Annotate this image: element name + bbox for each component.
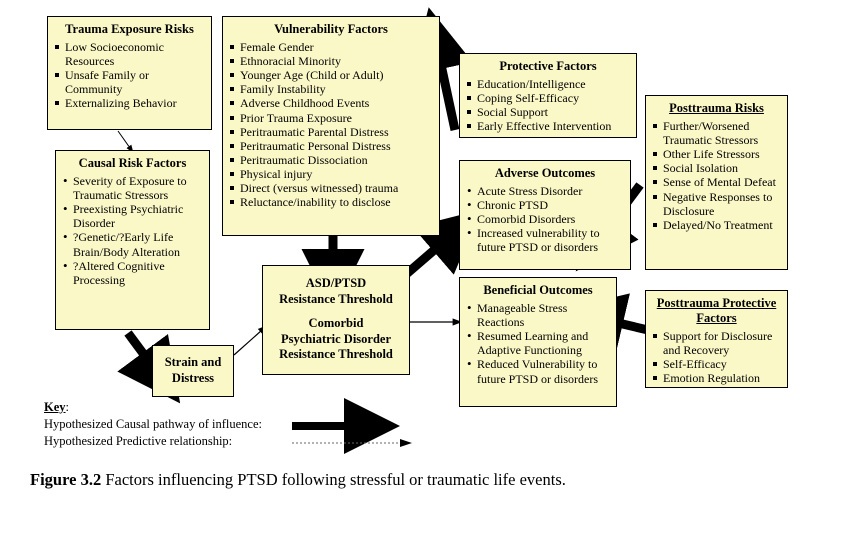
box-title: Posttrauma Risks <box>669 101 764 115</box>
list-item: Support for Disclosure and Recovery <box>652 329 781 357</box>
comorbid-line2: Psychiatric Disorder <box>280 331 392 346</box>
list-item: • Manageable Stress Reactions <box>466 301 610 329</box>
item-list <box>62 174 203 287</box>
legend-causal-row <box>44 417 444 434</box>
list-item: • ?Altered Cognitive Processing <box>62 259 203 287</box>
list-item: Family Instability <box>229 82 433 96</box>
box-causal-risk-factors[interactable] <box>55 150 210 330</box>
legend-predictive-arrow-icon <box>292 436 412 450</box>
list-item: Peritraumatic Parental Distress <box>229 125 433 139</box>
item-list <box>54 40 205 111</box>
spacer <box>279 307 393 316</box>
box-title: Protective Factors <box>499 59 597 73</box>
list-item: Ethnoracial Minority <box>229 54 433 68</box>
box-posttrauma-protective-factors[interactable] <box>645 290 788 388</box>
box-adverse-outcomes[interactable] <box>459 160 631 270</box>
strain-text-group <box>165 355 222 386</box>
list-item: Direct (versus witnessed) trauma <box>229 181 433 195</box>
item-list <box>652 119 781 232</box>
list-item: • Chronic PTSD <box>466 198 624 212</box>
box-resistance-thresholds[interactable] <box>262 265 410 375</box>
figure-caption-text: Factors influencing PTSD following stressful or traumatic life events. <box>105 470 566 489</box>
list-item: Emotion Regulation <box>652 371 781 385</box>
list-item: • Acute Stress Disorder <box>466 184 624 198</box>
figure-caption <box>30 470 830 490</box>
list-item: • Increased vulnerability to future PTSD or disorders <box>466 226 624 254</box>
legend-predictive-label: Hypothesized Predictive relationship: <box>44 434 233 448</box>
list-item: Delayed/No Treatment <box>652 218 781 232</box>
strain-line1: Strain and <box>164 354 222 369</box>
item-list <box>466 77 630 134</box>
box-title: Trauma Exposure Risks <box>65 22 194 36</box>
box-title-line1: Posttrauma Protective <box>656 296 777 310</box>
box-title-line2: Factors <box>696 310 737 325</box>
list-item: Early Effective Intervention <box>466 119 630 133</box>
list-item: Further/Worsened Traumatic Stressors <box>652 119 781 147</box>
list-item: Younger Age (Child or Adult) <box>229 68 433 82</box>
box-beneficial-outcomes[interactable] <box>459 277 617 407</box>
box-title: Adverse Outcomes <box>494 166 596 180</box>
list-item: • ?Genetic/?Early Life Brain/Body Alteration <box>62 230 203 258</box>
asd-ptsd-line2: Resistance Threshold <box>279 291 393 306</box>
legend <box>44 400 444 451</box>
item-list <box>466 301 610 386</box>
item-list <box>466 184 624 255</box>
item-list <box>652 329 781 386</box>
list-item: • Reduced Vulnerability to future PTSD or disorders <box>466 357 610 385</box>
legend-title-suffix: : <box>65 400 70 414</box>
list-item: Unsafe Family or Community <box>54 68 205 96</box>
list-item: Prior Trauma Exposure <box>229 111 433 125</box>
legend-causal-arrow-icon <box>292 418 372 434</box>
list-item: Low Socioeconomic Resources <box>54 40 205 68</box>
list-item: Physical injury <box>229 167 433 181</box>
box-trauma-exposure-risks[interactable] <box>47 16 212 130</box>
legend-causal-label: Hypothesized Causal pathway of influence: <box>44 417 262 431</box>
strain-line2: Distress <box>171 370 215 385</box>
comorbid-line3: Resistance Threshold <box>279 347 393 362</box>
list-item: Female Gender <box>229 40 433 54</box>
list-item: • Resumed Learning and Adaptive Functioning <box>466 329 610 357</box>
list-item: Other Life Stressors <box>652 147 781 161</box>
box-title: Vulnerability Factors <box>274 22 388 36</box>
list-item: • Preexisting Psychiatric Disorder <box>62 202 203 230</box>
connector-trauma-to-causal <box>118 131 130 148</box>
list-item: Externalizing Behavior <box>54 96 205 110</box>
legend-title-row <box>44 400 444 417</box>
list-item: Social Isolation <box>652 161 781 175</box>
list-item: Peritraumatic Dissociation <box>229 153 433 167</box>
list-item: Adverse Childhood Events <box>229 96 433 110</box>
box-protective-factors[interactable] <box>459 53 637 138</box>
connector-causal-to-strain <box>128 333 148 360</box>
list-item: Education/Intelligence <box>466 77 630 91</box>
box-title: Beneficial Outcomes <box>483 283 593 297</box>
legend-title: Key <box>44 400 66 414</box>
comorbid-line1: Comorbid <box>308 316 364 331</box>
connector-protective-to-threshold <box>440 60 455 130</box>
list-item: • Severity of Exposure to Traumatic Stressors <box>62 174 203 202</box>
figure-caption-label: Figure 3.2 <box>30 470 102 489</box>
item-list <box>229 40 433 210</box>
connector-strain-to-threshold <box>234 330 262 355</box>
list-item: • Comorbid Disorders <box>466 212 624 226</box>
list-item: Sense of Mental Defeat <box>652 175 781 189</box>
list-item: Social Support <box>466 105 630 119</box>
connector-posttrauma-protective-to-beneficial <box>614 322 648 330</box>
asd-ptsd-line1: ASD/PTSD <box>305 275 367 290</box>
list-item: Reluctance/inability to disclose <box>229 195 433 209</box>
box-title: Causal Risk Factors <box>78 156 187 170</box>
list-item: Self-Efficacy <box>652 357 781 371</box>
list-item: Coping Self-Efficacy <box>466 91 630 105</box>
threshold-text-group <box>279 276 393 363</box>
box-posttrauma-risks[interactable] <box>645 95 788 270</box>
box-strain-and-distress[interactable] <box>152 345 234 397</box>
list-item: Peritraumatic Personal Distress <box>229 139 433 153</box>
legend-predictive-row <box>44 434 444 451</box>
list-item: Negative Responses to Disclosure <box>652 190 781 218</box>
box-vulnerability-factors[interactable] <box>222 16 440 236</box>
